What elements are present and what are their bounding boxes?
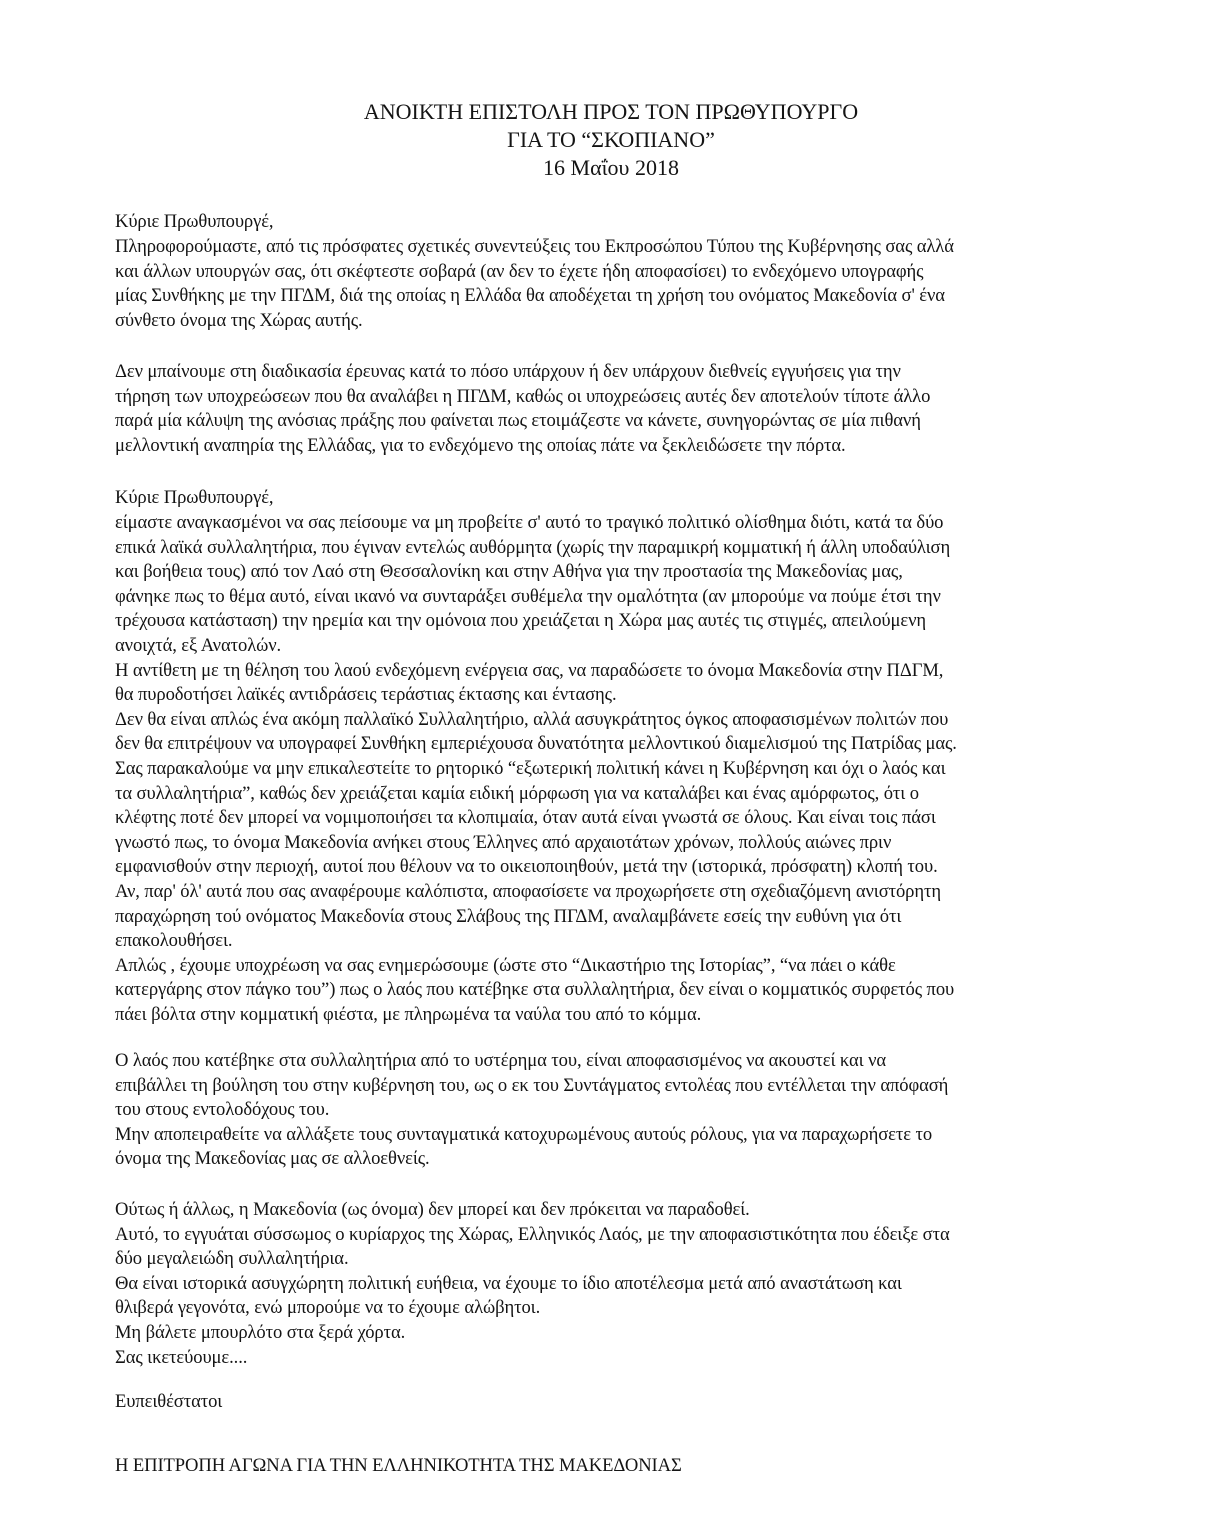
letter-title-line2: ΓΙΑ ΤΟ “ΣΚΟΠΙΑΝΟ” bbox=[507, 127, 715, 152]
paragraph-5: Ούτως ή άλλως, η Μακεδονία (ως όνομα) δεν μπορεί και δεν πρόκειται να παραδοθεί. Αυτό, το εγγυάται σύσσωμος ο κυρίαρχος της Χώρας, Ελληνικός Λαός, με την αποφασιστικότητα που έδειξε στα δύο μεγαλειώδη συλλαλητήρια. Θα είναι ιστορικά ασυγχώρητη πολιτική ευήθεια, να έχουμε το ίδιο αποτέλεσμα μετά από αναστάτωση και θλιβερά γεγονότα, ενώ μπορούμε να το έχουμε αλώβητοι. Μη βάλετε μπουρλότο στα ξερά χόρτα. Σας ικετεύουμε.... bbox=[115, 1199, 950, 1368]
salutation-2: Κύριε Πρωθυπουργέ, bbox=[115, 487, 274, 508]
paragraph-3: είμαστε αναγκασμένοι να σας πείσουμε να μη προβείτε σ' αυτό το τραγικό πολιτικό ολίσθημα διότι, κατά τα δύο επικά λαϊκά συλλαλητήρια, που έγιναν εντελώς αυθόρμητα (χωρίς την παραμικρή κομματική ή άλλη υποδαύλιση και βοήθεια τους) από τον Λαό στη Θεσσαλονίκη και στην Αθήνα για την προστασία της Μακεδονίας μας, φάνηκε πως το θέμα αυτό, είναι ικανό να συνταράξει συθέμελα την ομαλότητα (αν μπορούμε να πούμε έτσι την τρέχουσα κατάσταση) την ηρεμία και την ομόνοια που χρειάζεται η Χώρα μας αυτές τις στιγμές, απειλούμενη ανοιχτά, εξ Ανατολών. Η αντίθετη με τη θέληση του λαού ενδεχόμενη ενέργεια σας, να παραδώσετε το όνομα Μακεδονία στην ΠΔΓΜ, θα πυροδοτήσει λαϊκές αντιδράσεις τεράστιας έκτασης και έντασης. Δεν θα είναι απλώς ένα ακόμη παλλαϊκό Συλλαλητήριο, αλλά ασυγκράτητος όγκος αποφασισμένων πολιτών που δεν θα επιτρέψουν να υπογραφεί Συνθήκη εμπεριέχουσα δυνατότητα μελλοντικού διαμελισμού της Πατρίδας μας. Σας παρακαλούμε να μην επικαλεστείτε το ρητορικό “εξωτερική πολιτική κάνει η Κυβέρνηση και όχι ο λαός και τα συλλαλητήρια”, καθώς δεν χρειάζεται καμία ειδική μόρφωση για να καταλάβει και ένας αμόρφωτος, ότι ο κλέφτης ποτέ δεν μπορεί να νομιμοποιήσει τα κλοπιμαία, όταν αυτά είναι γνωστά σε όλους. Και είναι τοις πάσι γνωστό πως, το όνομα Μακεδονία ανήκει στους Έλληνες από αρχαιοτάτων χρόνων, πολλούς αιώνες πριν εμφανισθούν στην περιοχή, αυτοί που θέλουν να το οικειοποιηθούν, μετά την (ιστορικά, πρόσφατη) κλοπή του. Αν, παρ' όλ' αυτά που σας αναφέρουμε καλόπιστα, αποφασίσετε να προχωρήσετε στη σχεδιαζόμενη ανιστόρητη παραχώρηση τού ονόματος Μακεδονία στους Σλάβους της ΠΓΔΜ, αναλαμβάνετε εσείς την ευθύνη για ότι επακολουθήσει. Απλώς , έχουμε υποχρέωση να σας ενημερώσουμε (ώστε στο “Δικαστήριο της Ιστορίας”, “να πάει ο κάθε κατεργάρης στον πάγκο του”) πως ο λαός που κατέβηκε στα συλλαλητήρια, δεν είναι ο κομματικός συρφετός που πάει βόλτα στην κομματική φιέστα, με πληρωμένα τα ναύλα του από το κόμμα. bbox=[115, 512, 957, 1025]
letter-title-line1: ΑΝΟΙΚΤΗ ΕΠΙΣΤΟΛΗ ΠΡΟΣ ΤΟΝ ΠΡΩΘΥΠΟΥΡΓΟ bbox=[363, 99, 859, 124]
paragraph-1: Πληροφορούμαστε, από τις πρόσφατες σχετικές συνεντεύξεις του Εκπροσώπου Τύπου της Κυβέρνησης σας αλλά και άλλων υπουργών σας, ότι σκέφτεστε σοβαρά (αν δεν το έχετε ήδη αποφασίσει) το ενδεχόμενο υπογραφής μίας Συνθήκης με την ΠΓΔΜ, διά της οποίας η Ελλάδα θα αποδέχεται τη χρήση του ονόματος Μακεδονία σ' ένα σύνθετο όνομα της Χώρας αυτής. bbox=[115, 236, 954, 331]
salutation: Κύριε Πρωθυπουργέ, bbox=[115, 211, 274, 232]
paragraph-2: Δεν μπαίνουμε στη διαδικασία έρευνας κατά το πόσο υπάρχουν ή δεν υπάρχουν διεθνείς εγγυήσεις για την τήρηση των υποχρεώσεων που θα αναλάβει η ΠΓΔΜ, καθώς οι υποχρεώσεις αυτές δεν αποτελούν τίποτε άλλο παρά μία κάλυψη της ανόσιας πράξης που φαίνεται πως ετοιμάζεστε να κάνετε, συνηγορώντας σε μία πιθανή μελλοντική αναπηρία της Ελλάδας, για το ενδεχόμενο της οποίας πάτε να ξεκλειδώσετε την πόρτα. bbox=[115, 361, 931, 456]
paragraph-4: Ο λαός που κατέβηκε στα συλλαλητήρια από το υστέρημα του, είναι αποφασισμένος να ακουστεί και να επιβάλλει τη βούληση του στην κυβέρνηση του, ως ο εκ του Συντάγματος εντολέας που εντέλλεται την απόφασή του στους εντολοδόχους του. Μην αποπειραθείτε να αλλάξετε τους συνταγματικά κατοχυρωμένους αυτούς ρόλους, για να παραχωρήσετε το όνομα της Μακεδονίας μας σε αλλοεθνείς. bbox=[115, 1050, 949, 1170]
letter-date: 16 Μαΐου 2018 bbox=[543, 155, 679, 180]
closing: Ευπειθέστατοι bbox=[115, 1391, 223, 1412]
signature: Η ΕΠΙΤΡΟΠΗ ΑΓΩΝΑ ΓΙΑ ΤΗΝ ΕΛΛΗΝΙΚΟΤΗΤΑ ΤΗΣ ΜΑΚΕΔΟΝΙΑΣ bbox=[115, 1455, 682, 1476]
